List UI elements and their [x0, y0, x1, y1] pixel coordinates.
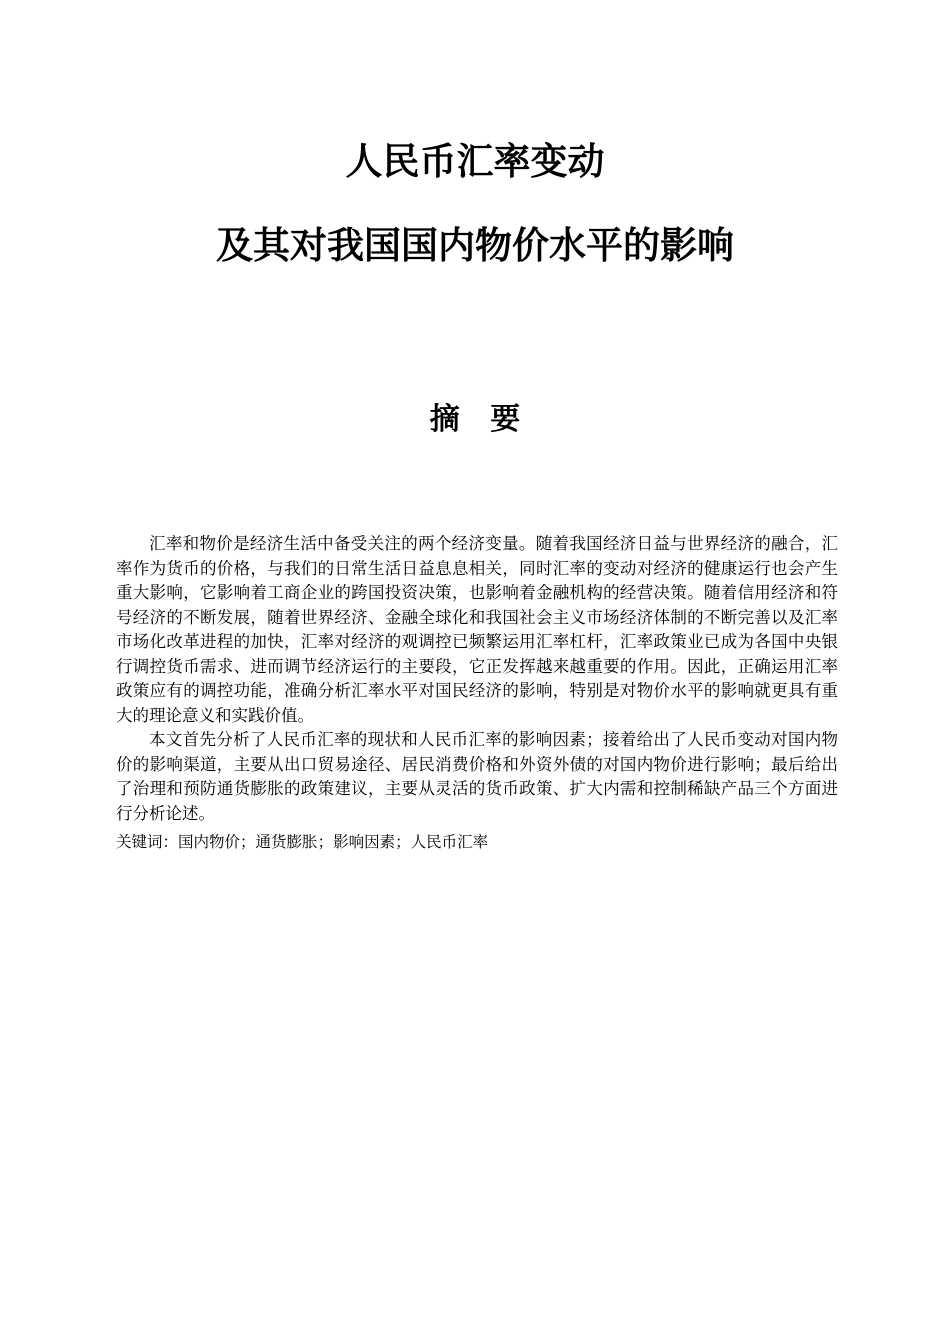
keyword-item: 人民币汇率	[410, 833, 489, 851]
abstract-paragraph-1: 汇率和物价是经济生活中备受关注的两个经济变量。随着我国经济日益与世界经济的融合，汇率作为货币的价格，与我们的日常生活日益息息相关，同时汇率的变动对经济的健康运行也会产生重大影响，它影响着工商企业的跨国投资决策，也影响着金融机构的经营决策。随着信用经济和符号经济的不断发展，随着世界经济、金融全球化和我国社会主义市场经济体制的不断完善以及汇率市场化改革进程的加快，汇率对经济的观调控已频繁运用汇率杠杆，汇率政策业已成为各国中央银行调控货币需求、进而调节经济运行的主要段，它正发挥越来越重要的作用。因此，正确运用汇率政策应有的调控功能，准确分析汇率水平对国民经济的影响，特别是对物价水平的影响就更具有重大的理论意义和实践价值。	[116, 534, 838, 725]
title-line-1: 人民币汇率变动	[345, 140, 605, 183]
keywords-label: 关键词：	[116, 833, 179, 851]
keywords-line	[116, 830, 838, 854]
keyword-separator: ；	[240, 833, 256, 851]
abstract-body	[116, 532, 838, 854]
keyword-separator: ；	[395, 833, 411, 851]
keyword-separator: ；	[317, 833, 334, 851]
document-title	[0, 140, 950, 268]
abstract-heading: 摘 要	[429, 402, 531, 437]
keyword-item: 通货膨胀	[255, 833, 318, 851]
abstract-paragraph-2: 本文首先分析了人民币汇率的现状和人民币汇率的影响因素；接着给出了人民币变动对国内物价的影响渠道，主要从出口贸易途径、居民消费价格和外资外债的对国内物价进行影响；最后给出了治理和预防通货膨胀的政策建议，主要从灵活的货币政策、扩大内需和控制稀缺产品三个方面进行分析论述。	[116, 730, 838, 823]
title-line-2: 及其对我国国内物价水平的影响	[216, 224, 734, 267]
keyword-item: 影响因素	[333, 833, 396, 851]
keyword-item: 国内物价	[178, 833, 241, 851]
